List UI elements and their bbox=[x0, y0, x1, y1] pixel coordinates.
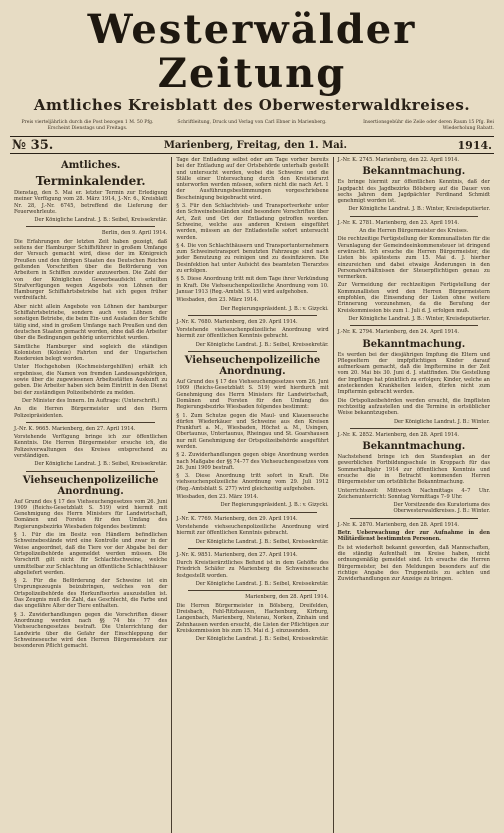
subscription-info: Preis vierteljährlich durch die Post bezogen 1 M. 50 Pfg. Erscheint Dienstags und Freitags. bbox=[21, 120, 154, 131]
column-left bbox=[10, 157, 171, 833]
issue-date: Marienberg, Freitag, den 1. Mai. bbox=[163, 139, 347, 151]
article-signature: Der Regierungspräsident. J. B.: v. Gizycki. bbox=[220, 305, 329, 312]
dateline: J.-Nr. K. 2870. Marienberg, den 28. April 1914. bbox=[337, 521, 459, 528]
article-heading: Viehseuchenpolizeiliche Anordnung. bbox=[184, 355, 321, 378]
divider bbox=[188, 351, 316, 352]
article-paragraph: § 3. Zuwiderhandlungen gegen die Vorschriften dieser Anordnung werden nach §§ 74 bis 77 des Viehseuchengesetzes bestraft. Die Unterrichtung der Landwirte über die Gefahr der Einschleppung der Schweineseuche wird den Herren Bürgermeistern zur besonderen Pflicht gemacht. bbox=[14, 611, 168, 650]
issue-bar bbox=[10, 136, 494, 154]
divider bbox=[188, 512, 316, 513]
column-middle bbox=[171, 157, 332, 833]
dateline: J.-Nr. K. 2781. Marienberg, den 23. April 1914. bbox=[337, 219, 459, 226]
article-signature: Der Königliche Landrat. J. B.: Seibel, Kreissekretär. bbox=[195, 538, 329, 545]
article-signature: Der Königliche Landrat. J. B.: Seibel, Kreissekretär. bbox=[34, 217, 168, 224]
divider bbox=[26, 471, 155, 472]
article-heading: Bekanntmachung. bbox=[362, 441, 466, 453]
article-signature: Der Königliche Landrat. J. B.: Winter, Kreisdeputierter. bbox=[348, 206, 490, 213]
article-paragraph: § 3. Für den Schlachtvieh- und Transportverkehr unter den Schweinebeständen sind besondere Vorschriften über Art, Zeit und Ort der Entladung getroffen worden. Schweine, welche aus anderen Kreisen eingeführt werden, müssen an der Entladestelle sofort untersucht werden. bbox=[176, 203, 329, 241]
article-signature: Der Königliche Landrat. J. B.: Winter, Kreisdeputierter. bbox=[348, 315, 490, 322]
article-signature: Der Königliche Landrat. J. B.: Seibel, Kreissekretär. bbox=[34, 461, 168, 468]
masthead bbox=[10, 8, 494, 132]
issue-number: № 35. bbox=[12, 137, 54, 153]
article-paragraph: § 2. Für die Beförderung der Schweine ist ein Ursprungszeugnis beizubringen, welches von der Ortspolizeibehörde des Herkunftsortes auszustellen ist. Das Zeugnis muß die Zahl, das Geschlecht, die Farbe und das ungefähre Alter der Tiere enthalten. bbox=[14, 578, 168, 610]
article-paragraph: § 5. Diese Anordnung tritt mit dem Tage ihrer Verkündung in Kraft. Die Viehseuchenpolizeiliche Anordnung vom 10. Januar 1913 (Reg.-Amtsbl. S. 15) wird aufgehoben. bbox=[176, 276, 329, 295]
article-paragraph: Dienstag, den 5. Mai er. letzter Termin zur Erledigung meiner Verfügung vom 28. März 1914, J.-Nr. 6., Kreisblatt Nr. 28, J.-Nr. 6745, betreffend die Lieferung der Feuerwehrleute. bbox=[14, 190, 168, 215]
masthead-info-row bbox=[10, 120, 494, 132]
article-signature: Der Minister des Innern. Im Auftrage: (Unterschrift.) bbox=[21, 397, 160, 404]
article-paragraph: Die Erfahrungen der letzten Zeit haben gezeigt, daß seitens der Hamburger Schiffsführer in großem Umfange der Versuch gemacht wird, diese der im Königreich Preußen und den übrigen Staaten des Deutschen Reiches geltenden Vorschriften über die Beförderung von Arbeitern in Schiffen zuwider anzuwerben. Die Zahl der von der Königlichen Gewerbeaufsicht erteilten Strafverfügungen wegen Angebots von Löhnen der Hamburger Schiffahrtsbetriebe hat sich gegen früher verdreifacht. bbox=[14, 238, 168, 302]
article-paragraph: Die Herren Bürgermeister in Bölsberg, Dreifelden, Dreisbach, Fehl-Ritzhausen, Hachenburg, Kirburg, Langenbach, Marienberg, Nisterau, Norken, Zinhain und Zehnhausen werden ersucht, die Listen der Pflichtigen zur Kreiskommission bis zum 15. Mai d. J. einzusenden. bbox=[176, 602, 329, 634]
article-paragraph: Die rechtzeitige Fertigstellung der Kommunallisten für die Veranlagung der Gemeindeeinkommensteuer ist dringend erwünscht. Ich ersuche die Herren Bürgermeister, die Listen bis spätestens zum 15. Mai d. J. hierher einzureichen und dabei etwaige Änderungen in den Personalverhältnissen der Steuerpflichtigen genau zu vermerken. bbox=[337, 236, 490, 281]
article-paragraph: § 1. Zum Schutze gegen die Maul- und Klauenseuche dürfen Wiederkäuer und Schweine aus den Kreisen Frankfurt a. M., Wiesbaden, Höchst a. M., Usingen, Obertaunus, Untertaunus, Rheingau und St. Goarshausen nur mit Genehmigung der Ortspolizeibehörde ausgeführt werden. bbox=[176, 412, 329, 450]
dateline: J.-Nr. K. 7769. Marienberg, den 29. April 1914. bbox=[176, 515, 298, 522]
article-paragraph: Es ist wiederholt bekannt geworden, daß Mannschaften, die ständig Aufenthalt im Kreise haben, nicht ordnungsmäßig gemeldet sind. Ich ersuche die Herren Bürgermeister, bei den Meldungen besonders auf die richtige Angabe des Truppenteils zu achten und Zuwiderhandlungen zur Anzeige zu bringen. bbox=[337, 544, 490, 583]
article-paragraph: Unter Hochgehoben (Kochmeistergehilfen) erhält ich ergebnisse, die Namen von fremden Landesangehörigen, sowie über die zugewiesenen Arbeitsstätten Auskunft zu geben. Die Arbeiter haben sich beim Eintritt in den Dienst bei der zuständigen Polizeibehörde zu melden. bbox=[14, 364, 168, 396]
divider bbox=[188, 590, 316, 591]
dateline: Berlin, den 9. April 1914. bbox=[101, 230, 168, 237]
divider bbox=[188, 315, 316, 316]
article-signature: Der Königliche Landrat. J. B.: Seibel, Kreissekretär. bbox=[195, 581, 329, 588]
newspaper-subtitle: Amtliches Kreisblatt des Oberwesterwaldkreises. bbox=[33, 96, 471, 114]
advertising-info: Insertionsgebühr die Zeile oder deren Raum 15 Pfg. Bei Wiederholung Rabatt. bbox=[363, 120, 494, 131]
article-heading: Bekanntmachung. bbox=[362, 166, 466, 178]
article-paragraph: Aber nicht allein Angebote von Löhnen der hamburger Schiffahrtsbetriebe, sondern auch von Löhnen der sonstigen Betriebe, die beim Ein- und Ausladen der Schiffe tätig sind, sind in großem Umfange nach Preußen und den deutschen Staaten gemacht worden, ohne daß die Arbeiter über die Bedingungen gehörig unterrichtet wurden. bbox=[14, 303, 168, 342]
divider bbox=[350, 216, 478, 217]
article-paragraph: Nachstehend bringe ich den Standesplan an der gewerblichen Fortbildungsschule in Kroppach für das Sommerhalbjahr 1914 zur öffentlichen Kenntnis und ersuche die in Betracht kommenden Herren Bürgermeister um ortsübliche Bekanntmachung. bbox=[337, 454, 490, 486]
article-subject: Betr. Ueberwachung der zur Aufnahme in den Militärdienst bestimmten Personen. bbox=[337, 530, 490, 543]
dateline: J.-Nr. K. 9851. Marienberg, den 27. April 1914. bbox=[176, 551, 298, 558]
publisher-info: Schriftleitung, Druck und Verlag von Carl Ebner in Marienberg. bbox=[177, 120, 327, 125]
dateline: J.-Nr. K. 2794. Marienberg, den 24. April 1914. bbox=[337, 329, 459, 336]
dateline: Wiesbaden, den 23. März 1914. bbox=[176, 494, 259, 501]
divider bbox=[26, 226, 155, 227]
issue-year: 1914. bbox=[457, 138, 492, 152]
divider bbox=[350, 325, 478, 326]
divider bbox=[350, 518, 478, 519]
article-signature: Der Königliche Landrat. J. B.: Seibel, Kreissekretär. bbox=[195, 341, 329, 348]
article-paragraph: Vorstehende Verfügung bringe ich zur öffentlichen Kenntnis. Die Herren Bürgermeister ersuche ich, die Polizeiverwaltungen des Kreises entsprechend zu verständigen. bbox=[14, 434, 168, 459]
dateline: Marienberg, den 28. April 1914. bbox=[245, 594, 329, 601]
article-note: An die Herren Bürgermeister des Kreises. bbox=[359, 228, 469, 235]
article-paragraph: Die Ortspolizeibehörden werden ersucht, die Impflisten rechtzeitig aufzustellen und die Termine in ortsüblicher Weise bekanntzugeben. bbox=[337, 397, 490, 417]
article-paragraph: Vorstehende viehseuchenpolizeiliche Anordnung wird hiermit zur öffentlichen Kenntnis gebracht. bbox=[176, 523, 329, 537]
article-paragraph: Es werden bei der diesjährigen Impfung die Eltern und Pflegeeltern der impfpflichtigen Kinder darauf aufmerksam gemacht, daß die Impftermine in der Zeit vom 20. Mai bis 30. Juni d. J. stattfinden. Die Gestellung der Impflinge hat pünktlich zu erfolgen; Kinder, welche an ansteckenden Krankheiten leiden, dürfen nicht zum Impftermin gebracht werden. bbox=[337, 351, 490, 396]
article-signature: Der Königliche Landrat. J. B.: Seibel, Kreissekretär. bbox=[195, 636, 329, 643]
article-heading: Terminkalender. bbox=[35, 174, 146, 188]
article-signature: Der Königliche Landrat. J. B.: Winter. bbox=[393, 418, 490, 425]
divider bbox=[350, 428, 478, 429]
article-paragraph: § 2. Zuwiderhandlungen gegen obige Anordnung werden nach Maßgabe der §§ 74–77 des Viehseuchengesetzes vom 26. Juni 1909 bestraft. bbox=[176, 452, 329, 471]
dateline: J.-Nr. K. 2852. Marienberg, den 28. April 1914. bbox=[337, 431, 459, 438]
article-paragraph: Tage der Entladung selbst oder am Tage vorher bereits bei der Entladung auf der Ortsbehörde unterhalb gestellt und untersucht werden, wobei die Schweine und die Ställe einer Untersuchung durch den Kreistierarzt unterworfen werden müssen, sofern nicht die nach Art. 1 der Ausführungsbestimmungen vorgeschriebene Bescheinigung beigebracht wird. bbox=[176, 157, 329, 201]
article-paragraph: § 3. Diese Anordnung tritt sofort in Kraft. Die viehseuchenpolizeiliche Anordnung vom 29. Juli 1912 (Reg.-Amtsblatt S. 277) wird gleichzeitig aufgehoben. bbox=[176, 473, 329, 492]
article-paragraph: Vorstehende viehseuchenpolizeiliche Anordnung wird hiermit zur öffentlichen Kenntnis gebracht. bbox=[176, 327, 329, 340]
article-heading: Bekanntmachung. bbox=[362, 338, 466, 350]
article-signature: Der Vorsitzende des Kuratoriums des Oberwesterwaldkreises. J. B.: Winter. bbox=[393, 502, 490, 515]
dateline: Wiesbaden, den 23. März 1914. bbox=[176, 297, 259, 304]
article-paragraph: Durch Kreistierärztliches Befund ist in dem Gehöfte des Friedrich Schäfer zu Marienberg die Schweineseuche festgestellt worden. bbox=[176, 560, 329, 579]
divider bbox=[188, 548, 316, 549]
article-paragraph: Es bringe hiermit zur öffentlichen Kenntnis, daß der Jagdpacht des Jagdbezirks Bölsberg auf die Dauer von sechs Jahren dem Jagdpächter Ferdinand Schmidt genehmigt worden ist. bbox=[337, 179, 490, 205]
article-columns bbox=[10, 157, 494, 833]
article-paragraph: Sämtliche Hamburger sind sogleich die ständigen Kolonisten (Kolonie) Fahrten und der Ungarischen Reedereien belegt worden. bbox=[14, 343, 168, 363]
article-paragraph: Unterrichtszeit: Mittwoch Nachmittags 4–7 Uhr. Zeichenunterricht: Sonntag Vormittags 7–9 Uhr. bbox=[337, 487, 490, 500]
column-right bbox=[333, 157, 494, 833]
newspaper-title: Westerwälder Zeitung bbox=[87, 6, 417, 97]
article-heading: Viehseuchenpolizeiliche Anordnung. bbox=[22, 474, 159, 497]
dateline: J.-Nr. K. 7680. Marienberg, den 29. April 1914. bbox=[176, 318, 298, 325]
article-paragraph: Auf Grund des § 17 des Viehseuchengesetzes vom 26. Juni 1909 (Reichs-Gesetzblatt S. 519) wird hierdurch mit Genehmigung des Herrn Ministers für Landwirtschaft, Domänen und Forsten für den Umfang des Regierungsbezirks Wiesbaden folgendes bestimmt: bbox=[176, 379, 329, 411]
dateline: J.-Nr. K. 2745. Marienberg, den 22. April 1914. bbox=[337, 157, 459, 163]
article-signature: Der Regierungspräsident. J. B.: v. Gizycki. bbox=[220, 502, 329, 509]
article-note: An die Herren Bürgermeister und den Herrn Polizeipräsidenten. bbox=[14, 406, 168, 419]
dateline: J.-Nr. K. 9665. Marienberg, den 27. April 1914. bbox=[14, 425, 136, 432]
divider bbox=[26, 422, 155, 423]
section-heading: Amtliches. bbox=[60, 160, 121, 171]
article-paragraph: § 1. Für die im Besitz von Händlern befindlichen Schweinebestände wird eine Kontrolle und zwar in der Weise angeordnet, daß die Tiere vor der Abgabe bei der Ortspolizeibehörde angemeldet werden müssen. Die Vorschrift gilt nicht für Schlachtschweine, welche unmittelbar zur Schlachtung an öffentliche Schlachthäuser abgeliefert werden. bbox=[14, 532, 168, 576]
article-paragraph: Zur Vermeidung der rechtzeitigen Fertigstellung der Kommunallisten wird den Herren Bürgermeistern empfohlen, die Einsendung der Listen ohne weitere Erinnerung vorzunehmen, da die Berufung der Kreiskommission bis zum 1. Juli d. J. erfolgen muß. bbox=[337, 282, 490, 314]
article-paragraph: Auf Grund des § 17 des Viehseuchengesetzes vom 26. Juni 1909 (Reichs-Gesetzblatt S. 519) wird hiermit mit Genehmigung des Herrn Ministers für Landwirtschaft, Domänen und Forsten für den Umfang des Regierungsbezirks Wiesbaden folgendes bestimmt: bbox=[14, 498, 168, 530]
article-paragraph: § 4. Die von Schlachthäusern und Transportunternehmern zum Schweinetransport benutzten Fahrzeuge sind nach jeder Benutzung zu reinigen und zu desinfizieren. Die Desinfektion hat unter Aufsicht des beamteten Tierarztes zu erfolgen. bbox=[176, 242, 329, 275]
